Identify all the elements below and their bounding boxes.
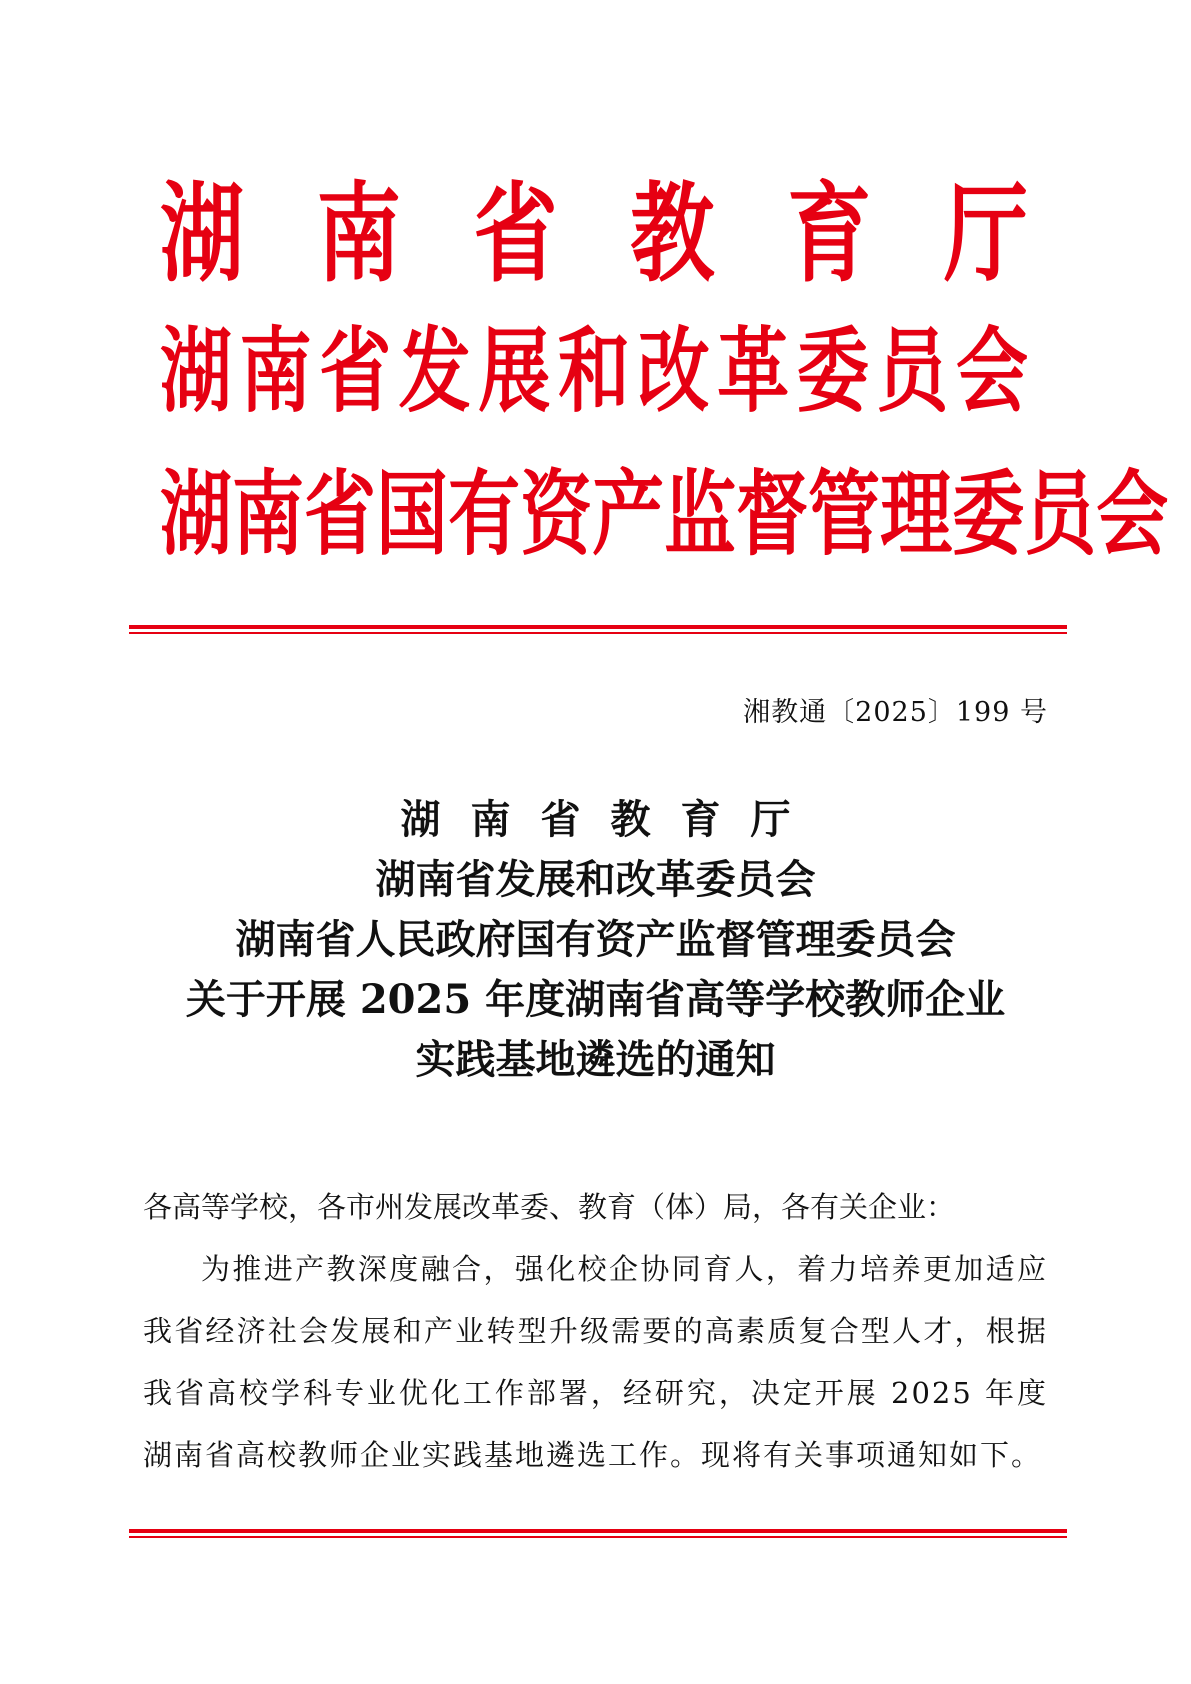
issuer-char: 展 xyxy=(478,317,551,425)
title-line: 湖南省教育厅 xyxy=(400,796,821,843)
salutation: 各高等学校，各市州发展改革委、教育（体）局，各有关企业： xyxy=(143,1190,956,1224)
header-divider xyxy=(129,625,1067,634)
issuer-char: 省 xyxy=(473,171,558,297)
document-title xyxy=(0,790,1191,1090)
title-line: 关于开展 2025 年度湖南省高等学校教师企业 xyxy=(185,976,1006,1023)
issuer-char: 产 xyxy=(592,460,665,568)
issuer-char: 会 xyxy=(1096,460,1169,568)
divider-thin-line xyxy=(129,632,1067,634)
title-line: 湖南省人民政府国有资产监督管理委员会 xyxy=(235,916,956,963)
issuer-char: 国 xyxy=(376,460,449,568)
issuer-char: 教 xyxy=(630,171,715,297)
issuer-char: 督 xyxy=(736,460,809,568)
issuer-char: 厅 xyxy=(943,171,1028,297)
divider-thick-line xyxy=(129,625,1067,629)
document-number: 湘教通〔2025〕199 号 xyxy=(743,697,1048,728)
issuer-char: 南 xyxy=(316,171,401,297)
issuer-char: 省 xyxy=(304,460,377,568)
divider-thick-line xyxy=(129,1529,1067,1533)
title-line: 实践基地遴选的通知 xyxy=(415,1036,776,1083)
issuer-char: 资 xyxy=(520,460,593,568)
issuer-char: 育 xyxy=(787,171,872,297)
issuer-char: 委 xyxy=(952,460,1025,568)
issuer-development-reform-commission xyxy=(160,317,1028,425)
issuer-education-department xyxy=(160,171,1028,297)
issuer-char: 理 xyxy=(880,460,953,568)
issuer-char: 有 xyxy=(448,460,521,568)
issuer-state-assets-commission xyxy=(160,460,1169,568)
issuer-char: 湖 xyxy=(160,460,233,568)
body-paragraph: 为推进产教深度融合，强化校企协同育人，着力培养更加适应我省经济社会发展和产业转型升级需要的高素质复合型人才，根据我省高校学科专业优化工作部署，经研究，决定开展 2025 年度湖南省高校教师企业实践基地遴选工作。现将有关事项通知如下。 xyxy=(143,1252,1048,1472)
issuer-char: 南 xyxy=(232,460,305,568)
divider-thin-line xyxy=(129,1536,1067,1538)
issuer-char: 员 xyxy=(1024,460,1097,568)
issuer-char: 湖 xyxy=(160,171,245,297)
issuer-char: 和 xyxy=(557,317,630,425)
issuer-char: 管 xyxy=(808,460,881,568)
footer-divider xyxy=(129,1529,1067,1538)
issuer-char: 监 xyxy=(664,460,737,568)
issuer-char: 员 xyxy=(876,317,949,425)
issuer-char: 湖 xyxy=(160,317,233,425)
issuer-char: 南 xyxy=(239,317,312,425)
title-line: 湖南省发展和改革委员会 xyxy=(375,856,816,903)
issuer-char: 省 xyxy=(319,317,392,425)
issuer-char: 委 xyxy=(796,317,869,425)
issuer-char: 改 xyxy=(637,317,710,425)
issuer-char: 革 xyxy=(717,317,790,425)
issuer-char: 会 xyxy=(955,317,1028,425)
issuer-char: 发 xyxy=(398,317,471,425)
